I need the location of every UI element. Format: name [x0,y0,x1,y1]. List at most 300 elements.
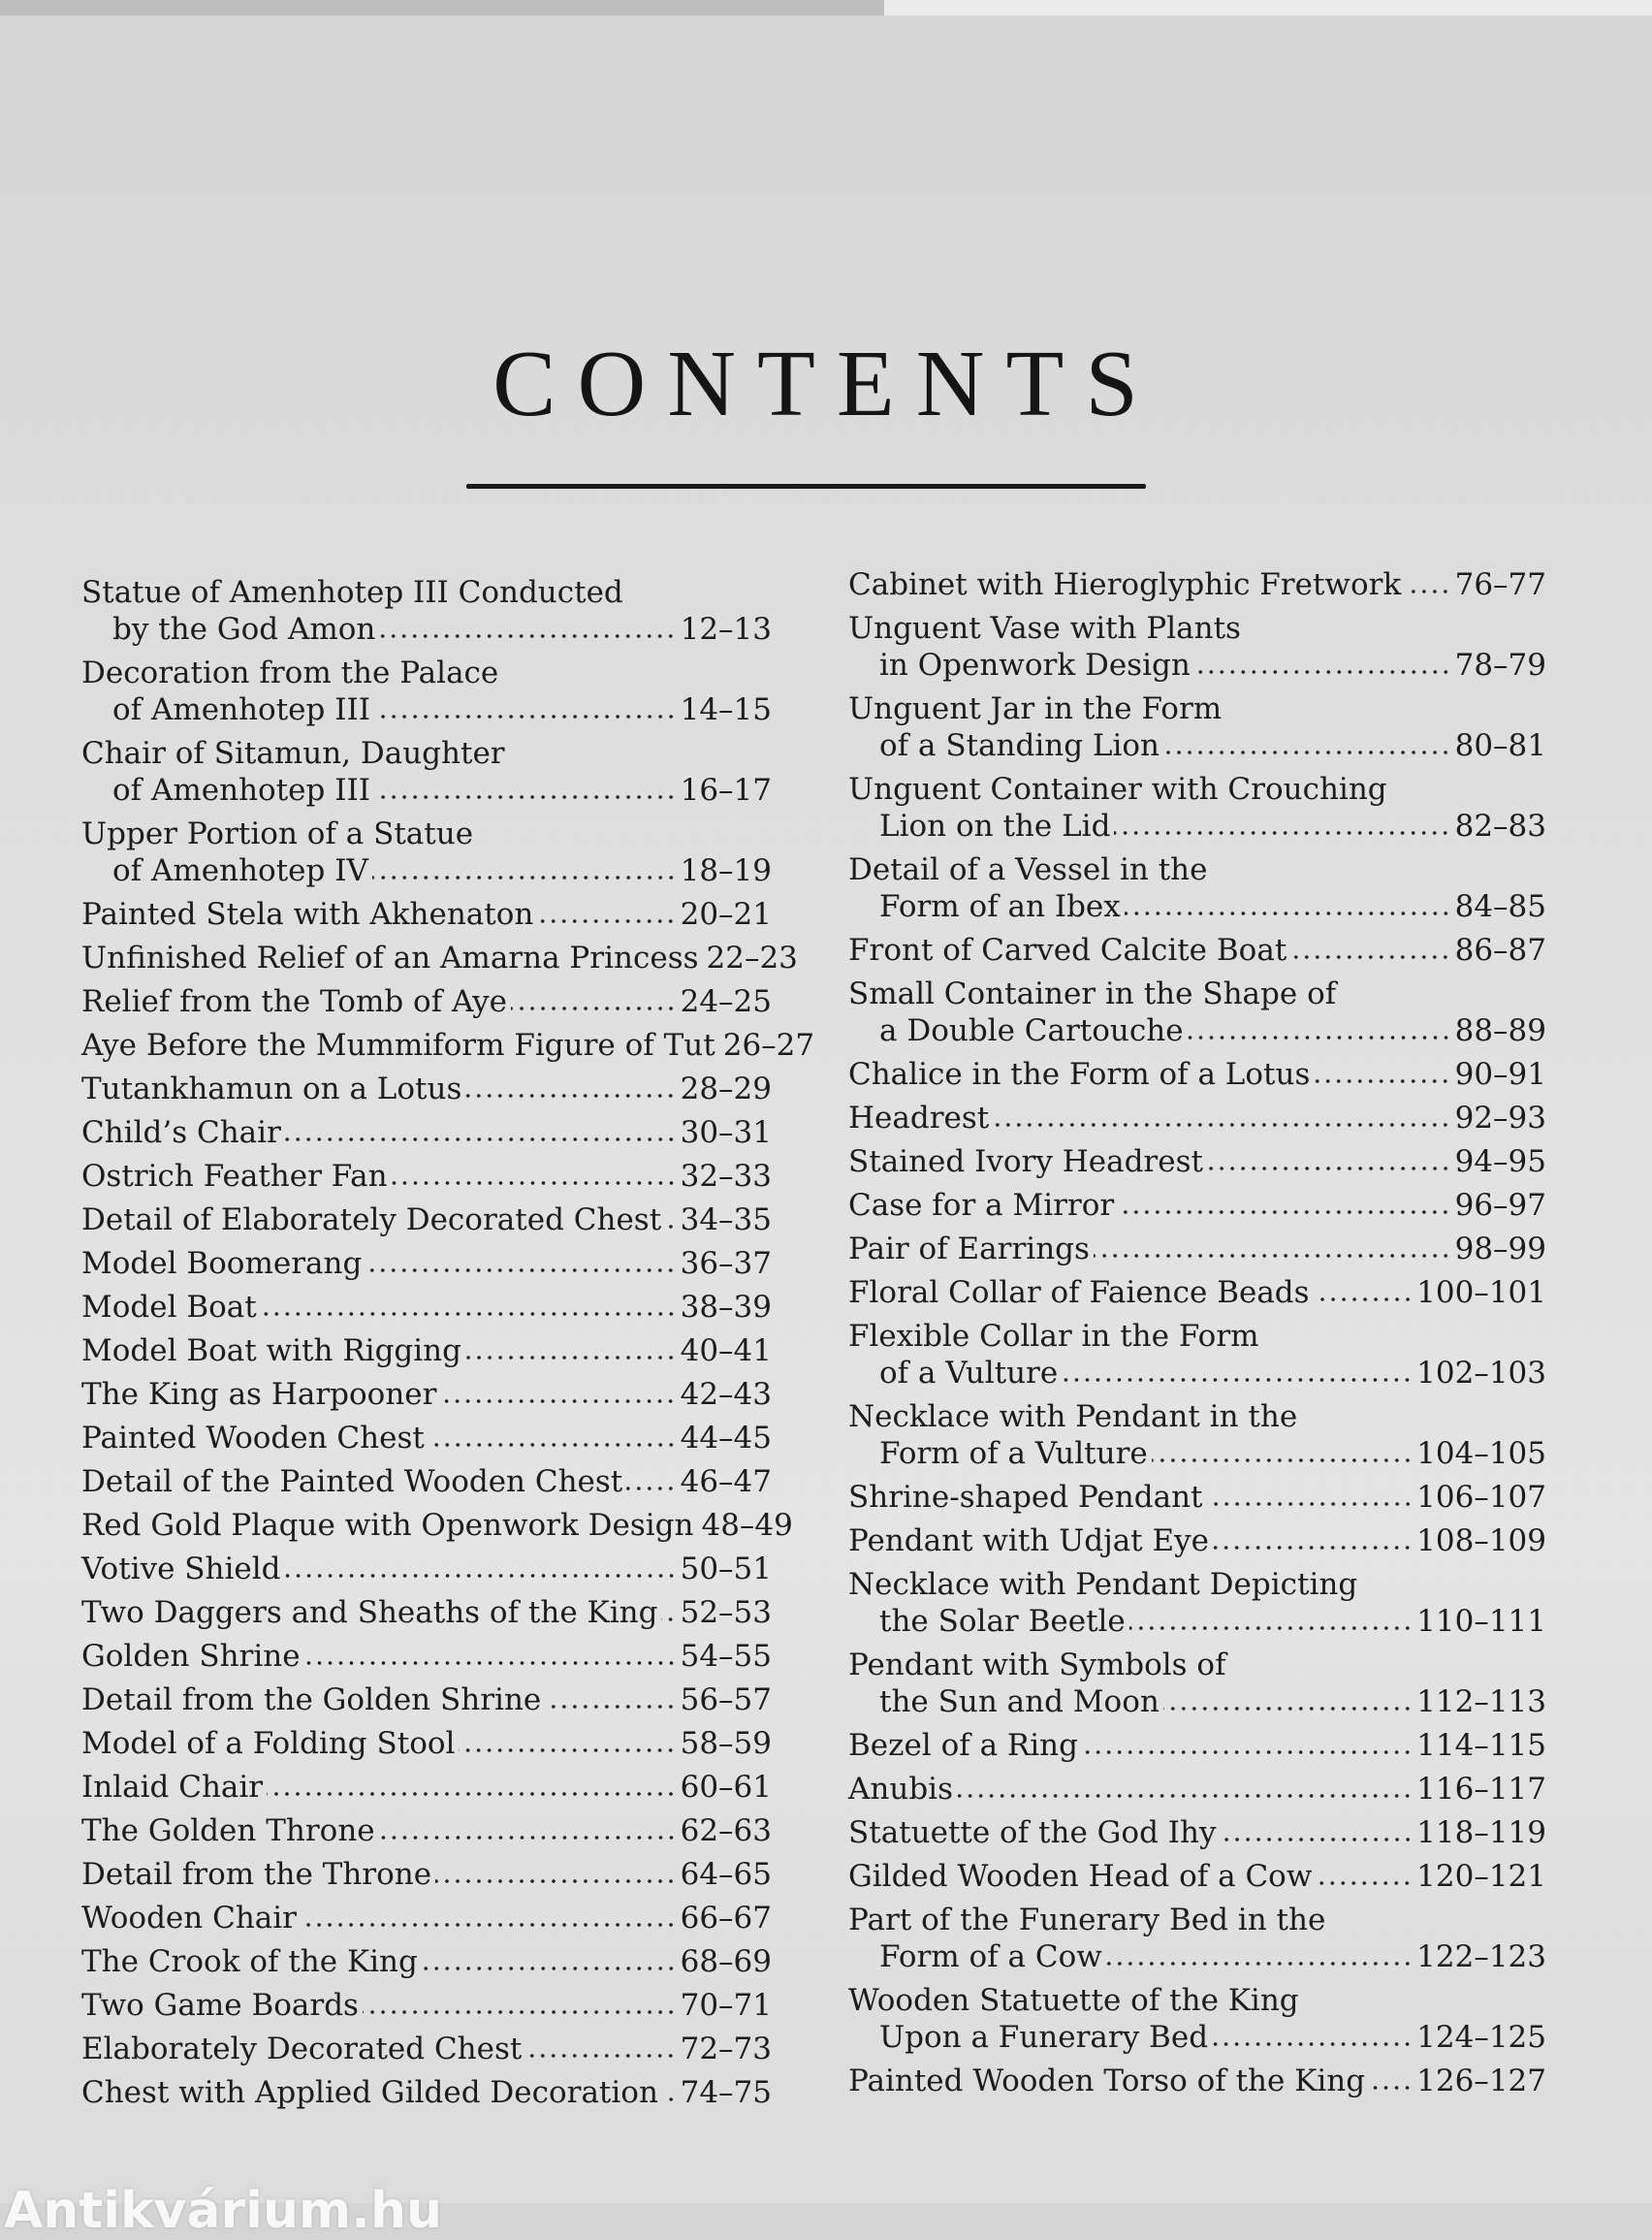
toc-entry-pages: 54–55 [680,1639,772,1674]
toc-entry-line [81,655,772,691]
toc-entry [81,1638,772,1675]
toc-entry [81,2031,772,2067]
toc-entry [81,1245,772,1282]
toc-entry-line [848,1355,1546,1392]
dot-leader [1194,669,1451,675]
toc-entry-title: Detail of Elaborately Decorated Chest [81,1202,662,1237]
toc-entry-line [81,896,772,933]
dot-leader [1114,830,1450,836]
dot-leader [429,1442,677,1448]
toc-entry-line [848,1143,1546,1180]
toc-entry-title: The King as Harpooner [81,1377,437,1412]
toc-entry [81,983,772,1020]
toc-entry-line [81,1638,772,1675]
toc-entry-line [81,574,772,611]
toc-entry-pages: 110–111 [1416,1604,1546,1639]
toc-entry-pages: 126–127 [1416,2064,1546,2098]
toc-entry-title: Detail from the Golden Shrine [81,1682,542,1717]
toc-entry [848,1100,1546,1136]
toc-entry-title: Pendant with Symbols of [848,1648,1226,1682]
toc-entry [848,566,1546,603]
dot-leader [1152,1457,1413,1463]
toc-entry [81,940,798,976]
toc-entry-title: Necklace with Pendant in the [848,1399,1298,1434]
toc-entry-line [848,1231,1546,1267]
toc-entry-title: Relief from the Tomb of Aye [81,984,508,1019]
toc-entry-title: Aye Before the Mummiform Figure of Tut [81,1028,715,1063]
toc-entry-line [848,1398,1546,1435]
toc-entry-title: Upon a Funerary Bed [879,2020,1209,2055]
toc-entry-title: Small Container in the Shape of [848,976,1337,1011]
toc-entry [81,1900,772,1936]
toc-entry-line [848,1982,1546,2019]
toc-entry [848,2063,1546,2099]
toc-entry-title: Votive Shield [81,1552,281,1586]
toc-entry [848,1522,1546,1559]
toc-entry-title: Lion on the Lid [879,809,1111,844]
toc-entry-title: Model Boat with Rigging [81,1333,461,1368]
toc-entry-line [848,1771,1546,1808]
toc-entry-pages: 72–73 [680,2032,772,2066]
toc-entry-pages: 66–67 [680,1901,772,1936]
toc-entry-line [848,1435,1546,1472]
toc-entry-pages: 74–75 [680,2075,772,2110]
toc-entry-title: Model of a Folding Stool [81,1726,456,1761]
toc-entry-line [848,771,1546,808]
toc-entry-pages: 12–13 [680,612,772,647]
toc-entry-title: Elaborately Decorated Chest [81,2032,523,2066]
toc-entry-title: Unguent Jar in the Form [848,691,1223,726]
toc-entry-title: Detail from the Throne [81,1857,432,1892]
toc-entry-line [81,1289,772,1326]
toc-entry-title: Statuette of the God Ihy [848,1815,1217,1850]
toc-entry-title: of Amenhotep III [112,692,370,727]
dot-leader [365,1267,676,1273]
toc-entry-title: Case for a Mirror [848,1188,1115,1223]
toc-entry-pages: 44–45 [680,1421,772,1456]
toc-entry-pages: 70–71 [680,1988,772,2023]
toc-entry [848,851,1546,925]
toc-entry-title: Bezel of a Ring [848,1728,1078,1763]
dot-leader [440,1398,676,1404]
toc-entry [848,690,1546,764]
dot-leader [1213,1545,1413,1551]
toc-entry-pages: 82–83 [1454,809,1546,844]
toc-entry-pages: 42–43 [680,1377,772,1412]
toc-entry-line [848,1902,1546,1938]
toc-entry-pages: 100–101 [1416,1275,1546,1310]
toc-entry-line [848,1603,1546,1640]
toc-entry-line [848,1187,1546,1224]
toc-entry [848,1902,1546,1975]
photo-top-edge-light [884,0,1652,16]
toc-entry-title: a Double Cartouche [879,1013,1184,1048]
toc-entry-line [81,1376,772,1413]
toc-entry-title: of a Vulture [879,1356,1059,1391]
toc-entry-line [81,1201,772,1238]
dot-leader [1082,1749,1413,1755]
toc-entry-pages: 92–93 [1454,1101,1546,1136]
toc-entry [848,1274,1546,1311]
toc-entry-pages: 48–49 [701,1508,793,1543]
toc-entry [848,1187,1546,1224]
toc-entry-line [848,851,1546,888]
toc-entry [81,896,772,933]
toc-entry-line [81,1551,772,1587]
toc-entry-title: Decoration from the Palace [81,656,499,690]
toc-entry-pages: 98–99 [1454,1232,1546,1266]
toc-entry [81,1376,772,1413]
toc-entry [848,1647,1546,1720]
toc-entry-title: Shrine-shaped Pendant [848,1480,1203,1515]
toc-entry [81,1420,772,1456]
toc-entry-line [81,940,798,976]
dot-leader [1314,1078,1450,1084]
toc-entry [848,1398,1546,1472]
toc-entry [848,1566,1546,1640]
toc-entry [81,1594,772,1631]
dot-leader [1163,750,1451,755]
dot-leader [1094,1253,1451,1259]
dot-leader [459,1747,676,1753]
toc-entry-pages: 120–121 [1416,1859,1546,1894]
toc-entry [848,771,1546,845]
toc-entry-title: Detail of the Painted Wooden Chest [81,1464,623,1499]
toc-entry-pages: 24–25 [680,984,772,1019]
toc-entry-pages: 116–117 [1416,1772,1546,1807]
toc-entry-title: Part of the Funerary Bed in the [848,1903,1326,1937]
toc-entry [848,932,1546,969]
dot-leader [1221,1837,1414,1842]
toc-entry-pages: 38–39 [680,1290,772,1325]
toc-entry-title: The Golden Throne [81,1813,375,1848]
toc-entry-pages: 112–113 [1416,1684,1546,1719]
toc-entry-pages: 32–33 [680,1159,772,1194]
toc-entry-title: Child’s Chair [81,1115,281,1150]
dot-leader [1290,954,1450,960]
toc-entry-line [848,647,1546,684]
toc-entry [848,1479,1546,1516]
toc-entry-title: the Solar Beetle [879,1604,1126,1639]
dot-leader [1405,589,1450,594]
toc-entry-title: Chest with Applied Gilded Decoration [81,2075,658,2110]
toc-entry [848,1231,1546,1267]
toc-entry-line [81,691,772,728]
dot-leader [1314,1296,1414,1302]
toc-entry-title: Flexible Collar in the Form [848,1319,1259,1354]
toc-entry-line [81,1332,772,1369]
toc-entry [848,1858,1546,1895]
toc-entry-title: Model Boomerang [81,1246,363,1281]
toc-entry-pages: 114–115 [1416,1728,1546,1763]
toc-entry-line [848,976,1546,1012]
toc-entry-line [81,983,772,1020]
contents-column-right [848,566,1546,2106]
toc-entry [81,1114,772,1151]
toc-entry-pages: 52–53 [680,1595,772,1630]
toc-entry-line [848,566,1546,603]
toc-entry-pages: 62–63 [680,1813,772,1848]
dot-leader [1062,1377,1413,1383]
toc-entry-line [848,1318,1546,1355]
toc-entry-pages: 118–119 [1416,1815,1546,1850]
toc-entry-pages: 50–51 [680,1552,772,1586]
toc-entry-title: Gilded Wooden Head of a Cow [848,1859,1313,1894]
toc-entry-line [81,1463,772,1500]
toc-entry-title: Floral Collar of Faience Beads [848,1275,1310,1310]
toc-entry-title: Tutankhamun on a Lotus [81,1072,462,1106]
toc-entry [848,1056,1546,1093]
toc-entry [81,735,772,809]
toc-entry-title: Statue of Amenhotep III Conducted [81,575,623,610]
toc-entry-line [848,932,1546,969]
dot-leader [304,1660,677,1666]
toc-entry-line [848,1647,1546,1683]
toc-entry-line [81,1507,793,1544]
toc-entry-line [848,1012,1546,1049]
toc-entry-line [81,1943,772,1980]
toc-entry-title: Unfinished Relief of an Amarna Princess [81,941,699,976]
dot-leader [1129,1625,1413,1631]
toc-entry-title: Form of a Vulture [879,1436,1148,1471]
toc-entry-line [848,808,1546,845]
toc-entry-line [81,1987,772,2024]
toc-entry [81,1201,772,1238]
dot-leader [261,1311,677,1317]
toc-entry [81,1987,772,2024]
toc-entry [81,1725,772,1762]
toc-entry [848,1143,1546,1180]
toc-entry-pages: 122–123 [1416,1939,1546,1974]
toc-entry-line [848,888,1546,925]
toc-entry-title: Painted Wooden Torso of the King [848,2064,1366,2098]
dot-leader [285,1136,677,1142]
toc-entry-title: Inlaid Chair [81,1770,264,1805]
toc-entry-title: The Crook of the King [81,1944,418,1979]
toc-entry-line [848,1056,1546,1093]
toc-entry [81,1551,772,1587]
dot-leader [267,1791,676,1797]
dot-leader [626,1486,676,1491]
toc-entry [81,2074,772,2111]
toc-entry-title: Model Boat [81,1290,257,1325]
dot-leader [285,1573,677,1579]
dot-leader [1207,1501,1414,1507]
toc-entry-line [848,1683,1546,1720]
title-rule [466,484,1146,489]
dot-leader [511,1006,677,1011]
toc-entry-pages: 108–109 [1416,1523,1546,1558]
toc-entry-title: of a Standing Lion [879,728,1160,763]
dot-leader [661,1616,676,1622]
toc-entry-line [848,727,1546,764]
toc-entry-title: Pair of Earrings [848,1232,1090,1266]
toc-entry [848,1318,1546,1392]
toc-entry-line [848,610,1546,647]
toc-entry-pages: 86–87 [1454,933,1546,968]
toc-entry-title: by the God Amon [112,612,376,647]
toc-entry-title: Cabinet with Hieroglyphic Fretwork [848,567,1402,602]
toc-entry [81,574,772,648]
toc-entry-pages: 88–89 [1454,1013,1546,1048]
toc-entry-line [848,2063,1546,2099]
toc-entry-pages: 26–27 [722,1028,815,1063]
toc-entry-line [81,1420,772,1456]
dot-leader [537,918,676,924]
toc-entry-line [81,611,772,648]
toc-entry-title: of Amenhotep III [112,773,370,808]
toc-entry-line [81,816,772,852]
toc-entry-pages: 40–41 [680,1333,772,1368]
dot-leader [1125,911,1451,916]
toc-entry-pages: 60–61 [680,1770,772,1805]
dot-leader [374,794,677,800]
toc-entry-line [81,1900,772,1936]
dot-leader [435,1878,677,1884]
dot-leader [957,1793,1413,1799]
toc-entry-title: Wooden Statuette of the King [848,1983,1299,2018]
toc-entry [848,1814,1546,1851]
dot-leader [1212,2041,1413,2047]
toc-entry-title: Anubis [848,1772,953,1807]
toc-entry [81,1463,772,1500]
dot-leader [525,2053,676,2059]
toc-entry-line [81,1681,772,1718]
toc-entry-pages: 124–125 [1416,2020,1546,2055]
toc-entry-line [81,1245,772,1282]
toc-entry-line [848,690,1546,727]
toc-entry-line [848,1566,1546,1603]
dot-leader [301,1922,677,1928]
dot-leader [1316,1880,1413,1886]
photo-top-edge [0,0,892,16]
toc-entry-line [81,2074,772,2111]
toc-entry [81,1158,772,1195]
toc-entry-title: of Amenhotep IV [112,853,368,888]
toc-entry-line [848,1858,1546,1895]
toc-entry [81,1507,793,1544]
toc-entry [848,1771,1546,1808]
toc-entry-pages: 46–47 [680,1464,772,1499]
toc-entry [81,1289,772,1326]
toc-entry-title: Golden Shrine [81,1639,301,1674]
contents-column-left [81,574,815,2118]
toc-entry-pages: 84–85 [1454,889,1546,924]
toc-entry-title: Wooden Chair [81,1901,297,1936]
toc-entry-line [81,1769,772,1806]
toc-entry-line [848,1274,1546,1311]
toc-entry-line [81,1114,772,1151]
dot-leader [993,1122,1450,1128]
toc-entry [81,1943,772,1980]
dot-leader [372,875,677,880]
toc-entry-title: Headrest [848,1101,990,1136]
page-title: CONTENTS [492,332,1160,436]
toc-entry-line [848,1479,1546,1516]
toc-entry-title: Upper Portion of a Statue [81,816,474,851]
dot-leader [1188,1035,1451,1040]
toc-entry [848,1982,1546,2056]
toc-entry-title: Ostrich Feather Fan [81,1159,388,1194]
dot-leader [1207,1166,1451,1171]
toc-entry-pages: 30–31 [680,1115,772,1150]
toc-entry-pages: 104–105 [1416,1436,1546,1471]
dot-leader [1163,1706,1413,1712]
toc-entry-title: Red Gold Plaque with Openwork Design [81,1508,694,1543]
toc-entry [848,976,1546,1049]
toc-entry-title: Form of an Ibex [879,889,1121,924]
dot-leader [422,1966,677,1971]
watermark: Antikvárium.hu [4,2182,442,2240]
dot-leader [1118,1209,1450,1215]
toc-entry-title: in Openwork Design [879,648,1191,683]
toc-entry-title: Two Game Boards [81,1988,359,2023]
toc-entry-line [81,1856,772,1893]
toc-entry-line [848,1522,1546,1559]
dot-leader [465,1355,677,1360]
toc-entry-pages: 102–103 [1416,1356,1546,1391]
toc-entry-title: Chair of Sitamun, Daughter [81,736,505,771]
toc-entry-title: Detail of a Vessel in the [848,852,1208,887]
toc-entry-pages: 90–91 [1454,1057,1546,1092]
toc-entry-title: Front of Carved Calcite Boat [848,933,1287,968]
toc-entry-pages: 58–59 [680,1726,772,1761]
toc-entry-line [848,1938,1546,1975]
toc-entry-title: Necklace with Pendant Depicting [848,1567,1358,1602]
toc-entry-pages: 22–23 [706,941,798,976]
toc-entry-pages: 106–107 [1416,1480,1546,1515]
toc-entry-pages: 56–57 [680,1682,772,1717]
toc-entry [81,1769,772,1806]
toc-entry-pages: 68–69 [680,1944,772,1979]
toc-entry-pages: 28–29 [680,1072,772,1106]
toc-entry-title: Unguent Vase with Plants [848,611,1241,646]
toc-entry-pages: 18–19 [680,853,772,888]
toc-entry [81,1027,815,1064]
dot-leader [363,2009,677,2015]
toc-entry-line [81,1027,815,1064]
toc-entry [81,1332,772,1369]
toc-entry-pages: 16–17 [680,773,772,808]
toc-entry-line [848,1727,1546,1764]
toc-entry-line [81,1071,772,1107]
toc-entry-title: Form of a Cow [879,1939,1102,1974]
toc-entry-title: Chalice in the Form of a Lotus [848,1057,1311,1092]
toc-entry [81,655,772,728]
toc-entry-pages: 64–65 [680,1857,772,1892]
toc-entry [81,1071,772,1107]
dot-leader [545,1704,676,1710]
toc-entry-title: the Sun and Moon [879,1684,1160,1719]
dot-leader [665,1224,676,1230]
toc-entry-line [81,1594,772,1631]
dot-leader [662,2096,677,2102]
toc-entry [81,1856,772,1893]
toc-entry [848,1727,1546,1764]
dot-leader [374,714,677,720]
toc-entry [848,610,1546,684]
dot-leader [1106,1961,1413,1967]
dot-leader [465,1093,676,1099]
toc-entry-pages: 96–97 [1454,1188,1546,1223]
toc-entry-title: Stained Ivory Headrest [848,1144,1203,1179]
toc-entry-line [848,2019,1546,2056]
toc-entry-title: Unguent Container with Crouching [848,772,1387,807]
dot-leader [1369,2085,1413,2091]
toc-entry-line [81,1812,772,1849]
toc-entry-line [81,735,772,772]
toc-entry-pages: 20–21 [680,897,772,932]
